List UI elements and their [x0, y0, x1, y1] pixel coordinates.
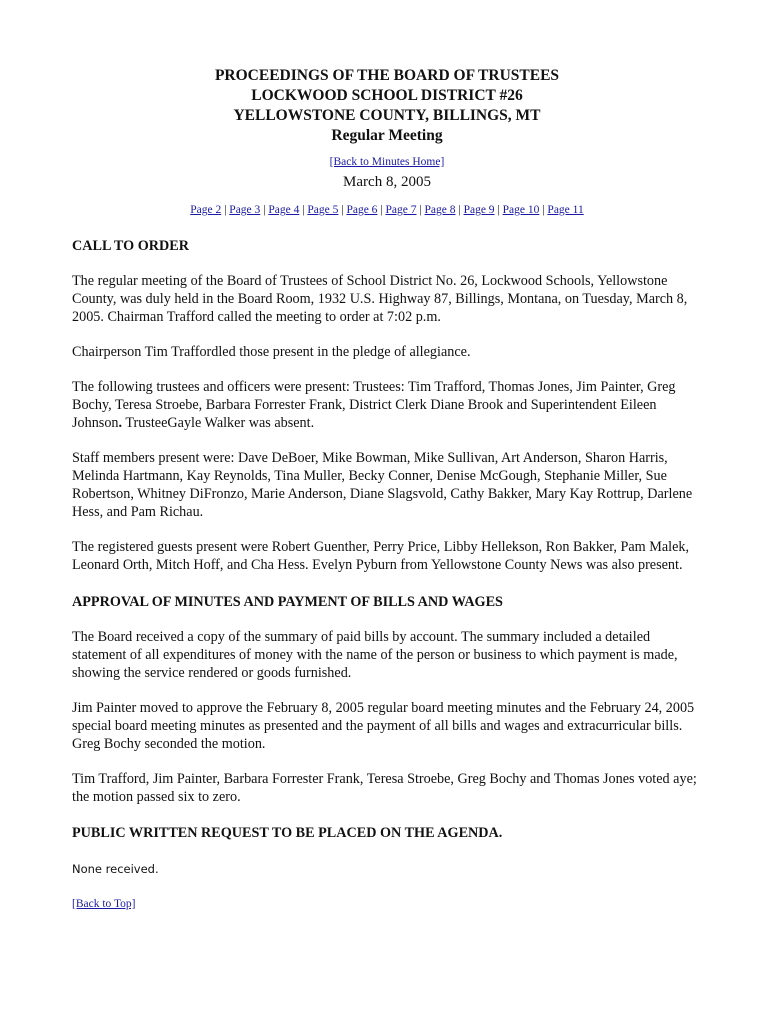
trustees-present-text: The following trustees and officers were present: Trustees: Tim Trafford, Thomas Jones, Jim Painter, Greg Bochy, Teresa Stroebe, Barbara Forrester Frank, District Clerk Diane Brook and Superintendent Eileen Johnson — [72, 379, 676, 431]
page-link-separator: | — [260, 204, 269, 216]
page-link-10[interactable]: Page 10 — [502, 204, 540, 216]
call-to-order-paragraph-1: The regular meeting of the Board of Trustees of School District No. 26, Lockwood Schools, Yellowstone County, was duly held in the Board Room, 1932 U.S. Highway 87, Billings, Montana, on Tuesday, March 8, 2005. Chairman Trafford called the meeting to order at 7:02 p.m. — [72, 273, 688, 325]
page-link-separator: | — [455, 204, 464, 216]
page-navigation — [72, 203, 702, 217]
call-to-order-paragraph-5: The registered guests present were Robert Guenther, Perry Price, Libby Hellekson, Ron Bakker, Pam Malek, Leonard Orth, Mitch Hoff, and Cha Hess. Evelyn Pyburn from Yellowstone County News was also present. — [72, 539, 690, 573]
page-link-6[interactable]: Page 6 — [346, 204, 378, 216]
section-heading-call-to-order: CALL TO ORDER — [72, 238, 189, 254]
trustee-absent-text: TrusteeGayle Walker was absent. — [122, 415, 315, 431]
meeting-date: March 8, 2005 — [343, 174, 431, 190]
call-to-order-paragraph-3 — [72, 378, 702, 432]
page-link-separator: | — [338, 204, 347, 216]
approval-paragraph-2: Jim Painter moved to approve the February 8, 2005 regular board meeting minutes and the February 24, 2005 special board meeting minutes as presented and the payment of all bills and wages and extracurricular bills. Greg Bochy seconded the motion. — [72, 700, 695, 752]
page-link-8[interactable]: Page 8 — [424, 204, 456, 216]
section-heading-public-request: PUBLIC WRITTEN REQUEST TO BE PLACED ON THE AGENDA. — [72, 825, 503, 841]
page-link-separator: | — [494, 204, 503, 216]
title-line-2: LOCKWOOD SCHOOL DISTRICT #26 — [251, 87, 523, 104]
title-line-4: Regular Meeting — [331, 127, 443, 144]
call-to-order-paragraph-4: Staff members present were: Dave DeBoer, Mike Bowman, Mike Sullivan, Art Anderson, Sharon Harris, Melinda Hartmann, Kay Reynolds, Tina Muller, Becky Conner, Denise McGough, Stephanie Miller, Sue Robertson, Whitney DiFronzo, Marie Anderson, Diane Slagsvold, Cathy Bakker, Mary Kay Rottrup, Darlene Hess, and Pam Richau. — [72, 450, 693, 520]
section-heading-approval: APPROVAL OF MINUTES AND PAYMENT OF BILLS AND WAGES — [72, 594, 503, 610]
page-link-5[interactable]: Page 5 — [307, 204, 339, 216]
page-link-separator: | — [539, 204, 548, 216]
back-to-top-link[interactable]: [Back to Top] — [72, 898, 136, 910]
public-request-body: None received. — [72, 862, 159, 876]
page-link-separator: | — [416, 204, 425, 216]
approval-paragraph-3: Tim Trafford, Jim Painter, Barbara Forrester Frank, Teresa Stroebe, Greg Bochy and Thomas Jones voted aye; the motion passed six to zero. — [72, 771, 697, 805]
back-top-row — [72, 895, 702, 913]
title-line-1: PROCEEDINGS OF THE BOARD OF TRUSTEES — [214, 67, 560, 84]
page-link-separator: | — [377, 204, 386, 216]
page-link-4[interactable]: Page 4 — [268, 204, 300, 216]
page-link-7[interactable]: Page 7 — [385, 204, 417, 216]
trustees-period: . — [118, 415, 123, 431]
back-home-row — [72, 155, 702, 169]
page-link-11[interactable]: Page 11 — [547, 204, 584, 216]
back-to-minutes-home-link[interactable]: [Back to Minutes Home] — [329, 156, 445, 168]
page-link-separator: | — [221, 204, 230, 216]
document-title — [72, 66, 702, 146]
title-line-3: YELLOWSTONE COUNTY, BILLINGS, MT — [233, 107, 541, 124]
page-link-2[interactable]: Page 2 — [190, 204, 222, 216]
page-link-9[interactable]: Page 9 — [463, 204, 495, 216]
call-to-order-paragraph-2: Chairperson Tim Traffordled those present in the pledge of allegiance. — [72, 344, 471, 360]
page-link-separator: | — [299, 204, 308, 216]
page-link-3[interactable]: Page 3 — [229, 204, 261, 216]
approval-paragraph-1: The Board received a copy of the summary of paid bills by account. The summary included a detailed statement of all expenditures of money with the name of the person or business to which payment is made, showing the service rendered or goods furnished. — [72, 629, 678, 681]
